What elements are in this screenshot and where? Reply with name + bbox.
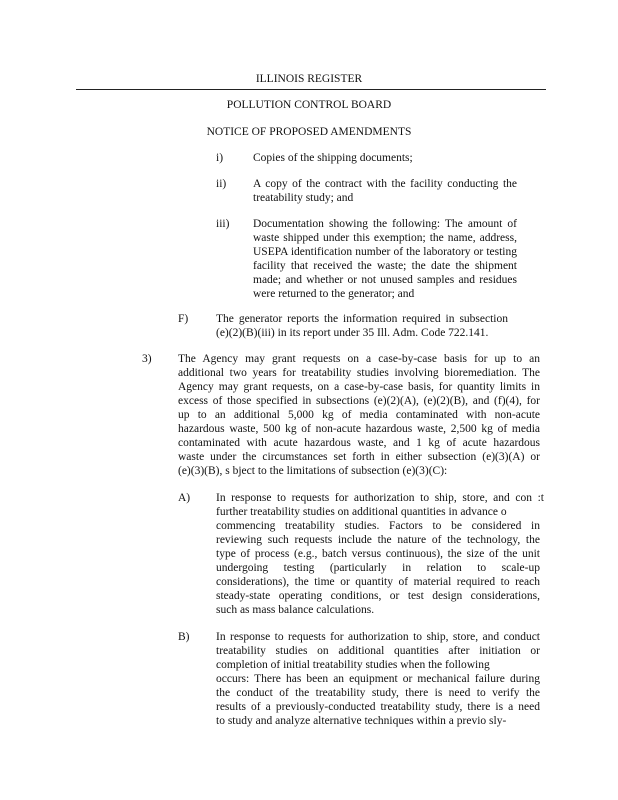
- item-text-line: Agency may grant requests, on a case-by-case basis, for quantity limits in: [178, 381, 540, 393]
- item-text-line: The Agency may grant requests on a case-by-case basis for up to an: [178, 353, 540, 365]
- item-text-line: The generator reports the information required in subsection: [216, 313, 508, 325]
- item-label: B): [178, 631, 190, 643]
- register-title: ILLINOIS REGISTER: [255, 73, 363, 85]
- item-text-line: results of a previously-conducted treatability study, there is a need: [216, 701, 540, 713]
- item-text-line: In response to requests for authorization to ship, store, and con :t: [216, 492, 544, 504]
- item-text-line: up to an additional 5,000 kg of media contaminated with non-acute: [178, 409, 540, 421]
- item-text-line: Copies of the shipping documents;: [253, 152, 413, 164]
- item-text-line: completion of initial treatability studies when the following: [216, 659, 490, 671]
- item-text-line: the conduct of the treatability study, there is need to verify the: [216, 687, 540, 699]
- item-text-line: treatability study; and: [253, 192, 354, 204]
- item-text-line: (e)(2)(B)(iii) in its report under 35 Ill. Adm. Code 722.141.: [216, 327, 489, 339]
- item-text-line: hazardous waste, 500 kg of non-acute hazardous waste, 2,500 kg of media: [178, 423, 540, 435]
- item-text-line: considerations), the time or quantity of material required to reach: [216, 576, 540, 588]
- item-label: 3): [142, 353, 152, 365]
- item-text-line: contaminated with acute hazardous waste, and 1 kg of acute hazardous: [178, 437, 540, 449]
- item-label: ii): [216, 178, 227, 190]
- item-text-line: reviewing such requests include the nature of the technology, the: [216, 534, 540, 546]
- item-text-line: waste shipped under this exemption; the name, address,: [253, 232, 517, 244]
- item-text-line: additional two years for treatability studies involving bioremediation. The: [178, 367, 540, 379]
- item-text-line: USEPA identification number of the laboratory or testing: [253, 246, 517, 258]
- item-text-line: excess of those specified in subsections (e)(2)(A), (e)(2)(B), and (f)(4), for: [178, 395, 540, 407]
- item-label: A): [178, 492, 191, 504]
- item-text-line: undergoing testing (particularly in relation to scale-up: [216, 562, 540, 574]
- item-text-line: further treatability studies on additional quantities in advance o: [216, 506, 507, 518]
- board-title: POLLUTION CONTROL BOARD: [226, 99, 392, 111]
- item-text-line: Documentation showing the following: The amount of: [253, 218, 517, 230]
- item-text-line: A copy of the contract with the facility conducting the: [253, 178, 517, 190]
- item-text-line: type of process (e.g., batch versus continuous), the size of the unit: [216, 548, 540, 560]
- item-text-line: made; and whether or not unused samples and residues: [253, 274, 517, 286]
- item-text-line: waste under the circumstances set forth in either subsection (e)(3)(A) or: [178, 451, 540, 463]
- item-label: F): [178, 313, 189, 325]
- item-text-line: treatability studies on additional quantities after initiation or: [216, 645, 540, 657]
- item-text-line: occurs: There has been an equipment or mechanical failure during: [216, 673, 540, 685]
- notice-title: NOTICE OF PROPOSED AMENDMENTS: [206, 126, 412, 138]
- item-label: iii): [216, 218, 230, 230]
- item-text-line: In response to requests for authorization to ship, store, and conduct: [216, 631, 540, 643]
- item-text-line: to study and analyze alternative techniques within a previo sly-: [216, 715, 507, 727]
- item-label: i): [216, 152, 224, 164]
- item-text-line: commencing treatability studies. Factors to be considered in: [216, 520, 540, 532]
- item-text-line: steady-state operating conditions, or test design considerations,: [216, 590, 540, 602]
- item-text-line: (e)(3)(B), s bject to the limitations of subsection (e)(3)(C):: [178, 465, 448, 477]
- header-rule: [76, 89, 546, 90]
- item-text-line: facility that received the waste; the date the shipment: [253, 260, 517, 272]
- item-text-line: were returned to the generator; and: [253, 288, 415, 300]
- item-text-line: such as mass balance calculations.: [216, 604, 375, 616]
